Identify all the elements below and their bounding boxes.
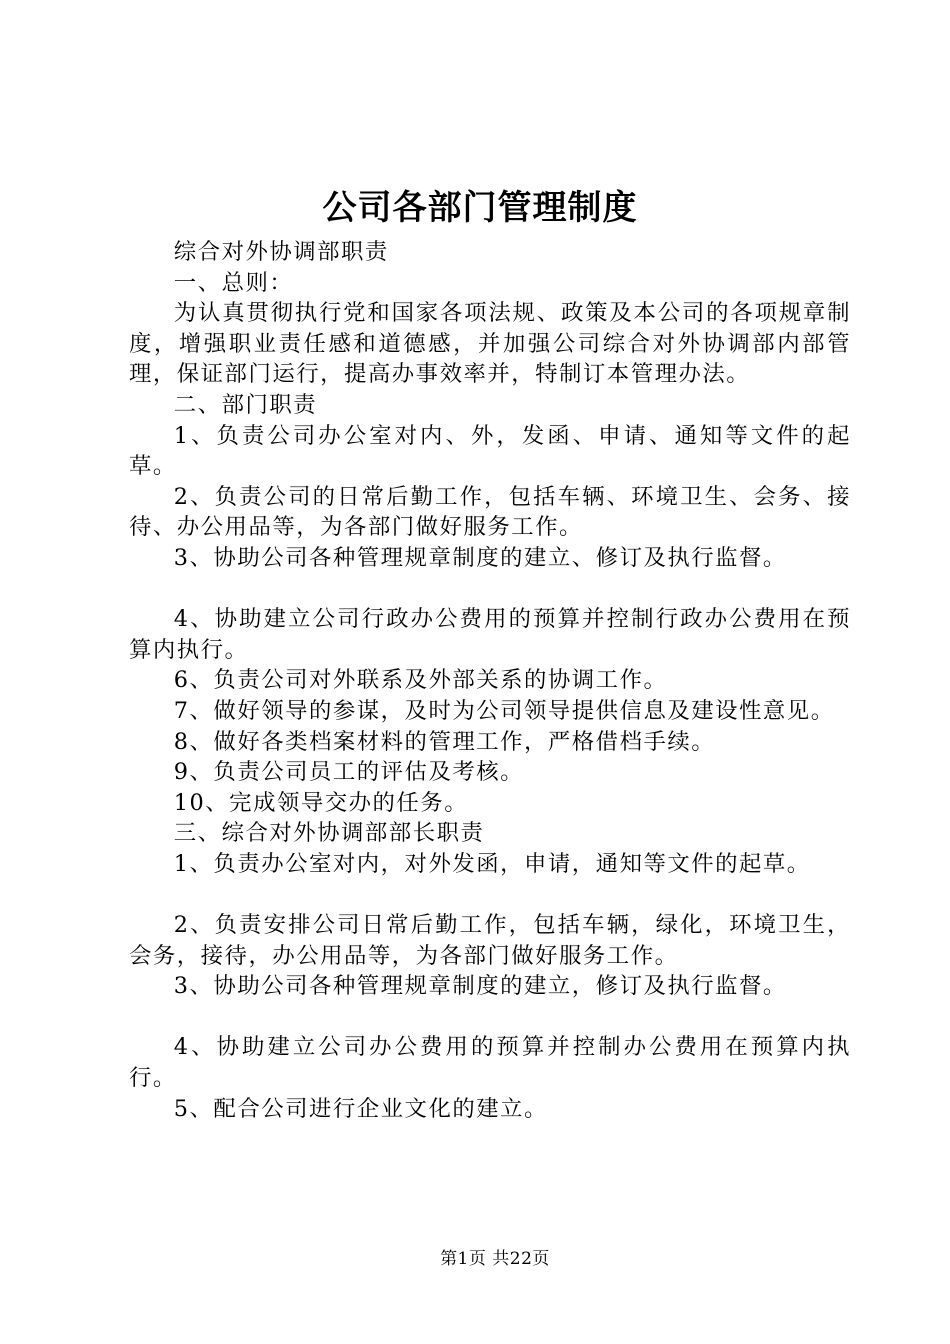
section-heading: 一、总则： bbox=[173, 269, 294, 296]
list-item: 3、协助公司各种管理规章制度的建立、修订及执行监督。 bbox=[173, 544, 787, 571]
list-item: 8、做好各类档案材料的管理工作，严格借档手续。 bbox=[173, 728, 716, 755]
section-heading: 综合对外协调部职责 bbox=[173, 239, 389, 265]
list-item: 7、做好领导的参谋，及时为公司领导提供信息及建设性意见。 bbox=[173, 697, 835, 724]
list-item: 3、协助公司各种管理规章制度的建立，修订及执行监督。 bbox=[173, 973, 787, 1000]
blank-line bbox=[129, 1002, 851, 1033]
section-heading: 二、部门职责 bbox=[173, 391, 318, 418]
document-body bbox=[129, 237, 851, 1124]
blank-line bbox=[129, 879, 851, 910]
list-item: 4、协助建立公司行政办公费用的预算并控制行政办公费用在预算内执行。 bbox=[129, 606, 851, 663]
blank-line bbox=[129, 574, 851, 605]
list-item: 5、配合公司进行企业文化的建立。 bbox=[173, 1095, 548, 1122]
list-item: 6、负责公司对外联系及外部关系的协调工作。 bbox=[173, 667, 668, 694]
list-item: 1、负责办公室对内，对外发函，申请，通知等文件的起草。 bbox=[173, 850, 811, 877]
section-heading: 三、综合对外协调部部长职责 bbox=[173, 820, 485, 847]
list-item: 2、负责公司的日常后勤工作，包括车辆、环境卫生、会务、接待、办公用品等，为各部门做好服务工作。 bbox=[129, 483, 851, 541]
list-item: 1、负责公司办公室对内、外，发函、申请、通知等文件的起草。 bbox=[129, 422, 851, 480]
list-item: 4、协助建立公司办公费用的预算并控制办公费用在预算内执行。 bbox=[129, 1034, 851, 1092]
list-item: 10、完成领导交办的任务。 bbox=[173, 789, 469, 816]
document-title: 公司各部门管理制度 bbox=[322, 188, 638, 228]
list-item: 9、负责公司员工的评估及考核。 bbox=[173, 759, 525, 786]
paragraph: 为认真贯彻执行党和国家各项法规、政策及本公司的各项规章制度，增强职业责任感和道德感，并加强公司综合对外协调部内部管理，保证部门运行，提高办事效率并，特制订本管理办法。 bbox=[129, 300, 851, 388]
page-number-footer: 第1页 共22页 bbox=[440, 1249, 550, 1269]
list-item: 2、负责安排公司日常后勤工作，包括车辆，绿化，环境卫生，会务，接待，办公用品等，为各部门做好服务工作。 bbox=[129, 912, 851, 969]
